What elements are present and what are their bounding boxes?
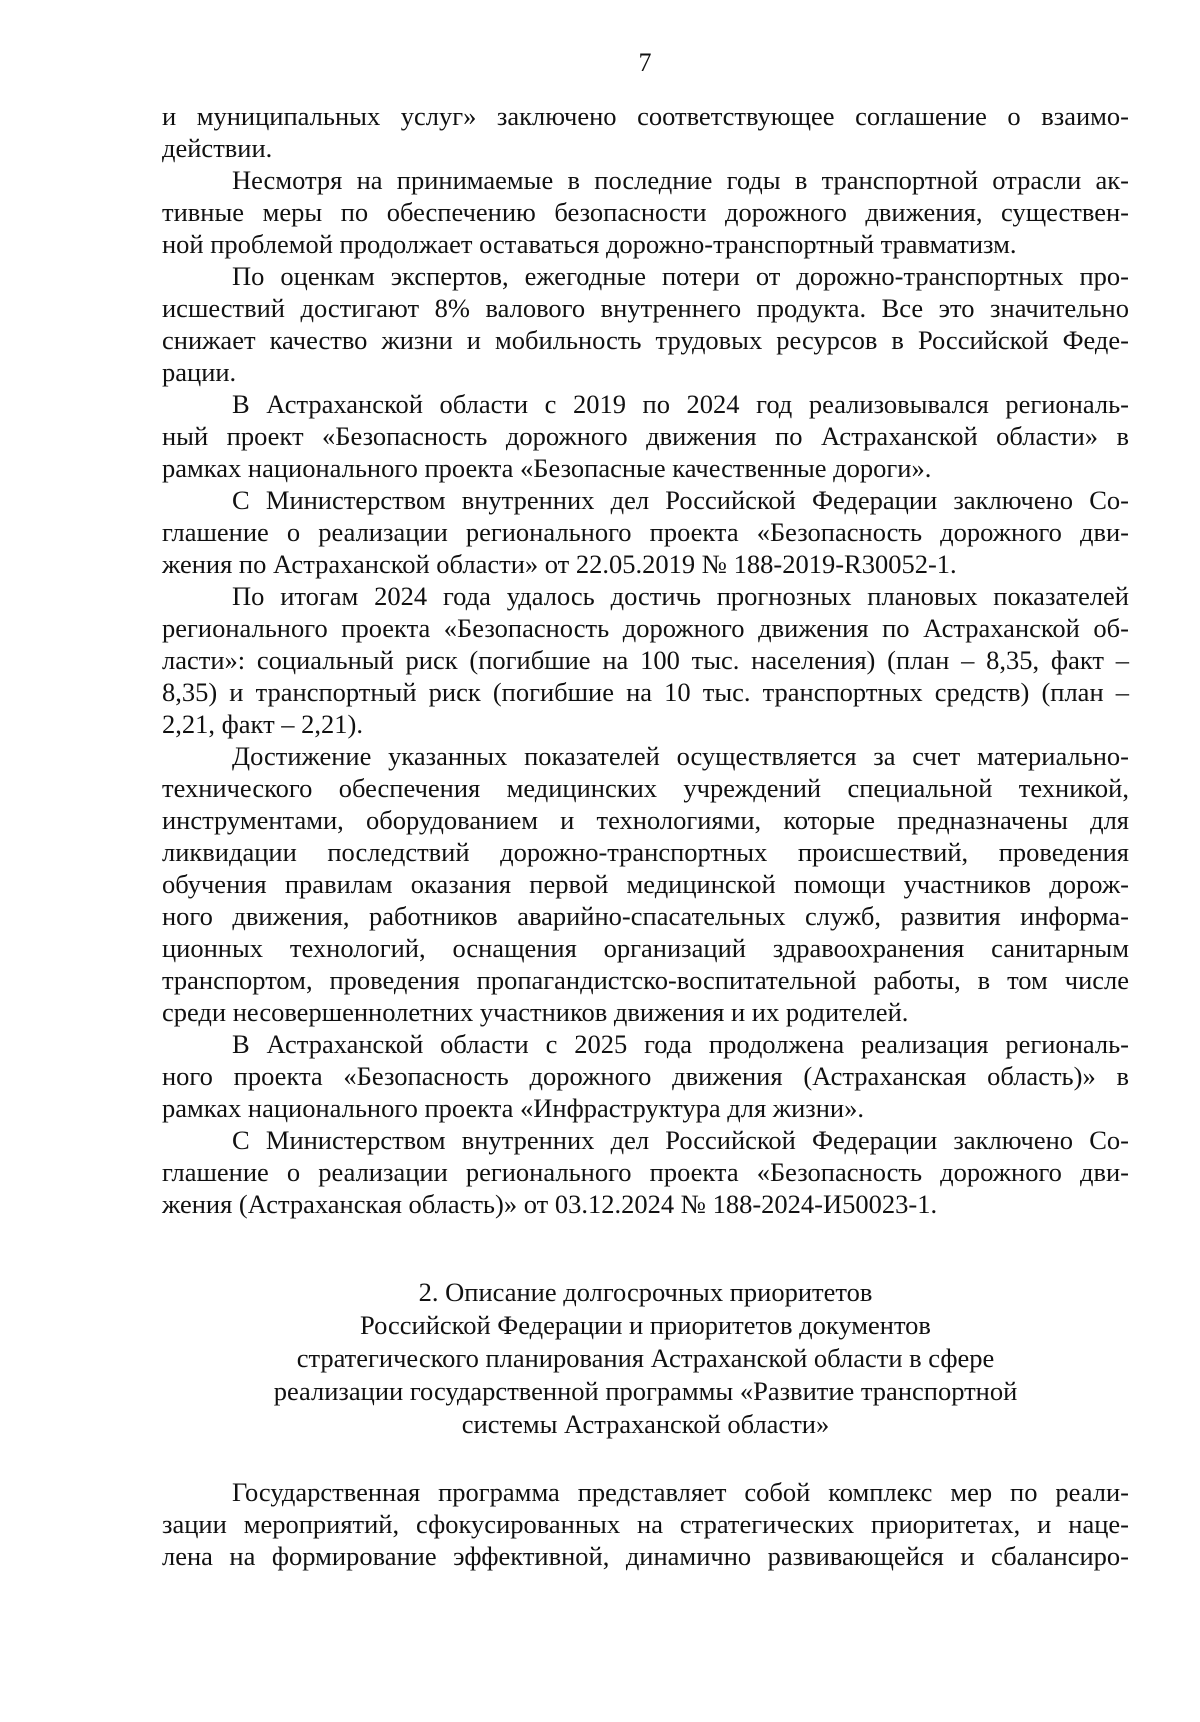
heading-line: Российской Федерации и приоритетов документов (360, 1310, 931, 1340)
text-line: ционных технологий, оснащения организаций здравоохранения санитарным (162, 933, 1129, 963)
text-line: ный проект «Безопасность дорожного движения по Астраханской области» в (162, 421, 1129, 451)
heading-line: 2. Описание долгосрочных приоритетов (418, 1277, 873, 1307)
text-line: ного движения, работников аварийно-спасательных служб, развития информа- (162, 901, 1129, 931)
text-line: действии. (162, 133, 273, 163)
text-line: исшествий достигают 8% валового внутреннего продукта. Все это значительно (162, 293, 1129, 323)
text-line: жения по Астраханской области» от 22.05.2019 № 188-2019-R30052-1. (162, 549, 957, 579)
text-line: глашение о реализации регионального проекта «Безопасность дорожного дви- (162, 517, 1129, 547)
text-line: Достижение указанных показателей осуществляется за счет материально- (232, 741, 1129, 771)
text-line: обучения правилам оказания первой медицинской помощи участников дорож- (162, 869, 1129, 899)
text-line: С Министерством внутренних дел Российской Федерации заключено Со- (232, 485, 1129, 515)
section-heading (162, 1276, 1129, 1441)
text-line: ласти»: социальный риск (погибшие на 100 тыс. населения) (план – 8,35, факт – (162, 645, 1129, 675)
text-line: инструментами, оборудованием и технологиями, которые предназначены для (162, 805, 1129, 835)
text-line: 8,35) и транспортный риск (погибшие на 10 тыс. транспортных средств) (план – (162, 677, 1129, 707)
text-line: По оценкам экспертов, ежегодные потери от дорожно-транспортных про- (232, 261, 1129, 291)
text-line: В Астраханской области с 2025 года продолжена реализация региональ- (232, 1029, 1129, 1059)
text-line: тивные меры по обеспечению безопасности дорожного движения, существен- (162, 197, 1129, 227)
text-line: глашение о реализации регионального проекта «Безопасность дорожного дви- (162, 1157, 1129, 1187)
heading-line: реализации государственной программы «Развитие транспортной (273, 1376, 1018, 1406)
text-line: В Астраханской области с 2019 по 2024 год реализовывался региональ- (232, 389, 1129, 419)
text-line: жения (Астраханская область)» от 03.12.2024 № 188-2024-И50023-1. (162, 1189, 938, 1219)
text-line: транспортом, проведения пропагандистско-воспитательной работы, в том числе (162, 965, 1129, 995)
heading-line: системы Астраханской области» (461, 1409, 830, 1439)
text-line: среди несовершеннолетних участников движения и их родителей. (162, 997, 909, 1027)
text-line: снижает качество жизни и мобильность трудовых ресурсов в Российской Феде- (162, 325, 1129, 355)
text-line: ного проекта «Безопасность дорожного движения (Астраханская область)» в (162, 1061, 1129, 1091)
heading-line: стратегического планирования Астраханской области в сфере (296, 1343, 995, 1373)
text-line: 2,21, факт – 2,21). (162, 709, 363, 739)
text-line: По итогам 2024 года удалось достичь прогнозных плановых показателей (232, 581, 1129, 611)
text-line: рамках национального проекта «Инфраструктура для жизни». (162, 1093, 864, 1123)
text-line: рамках национального проекта «Безопасные качественные дороги». (162, 453, 932, 483)
text-line: рации. (162, 357, 237, 387)
text-line: Несмотря на принимаемые в последние годы в транспортной отрасли ак- (232, 165, 1129, 195)
text-line: технического обеспечения медицинских учреждений специальной техникой, (162, 773, 1129, 803)
text-line: и муниципальных услуг» заключено соответствующее соглашение о взаимо- (162, 101, 1129, 131)
page-number: 7 (638, 48, 652, 77)
text-line: лена на формирование эффективной, динамично развивающейся и сбалансиро- (162, 1541, 1129, 1571)
text-line: С Министерством внутренних дел Российской Федерации заключено Со- (232, 1125, 1129, 1155)
text-line: ной проблемой продолжает оставаться дорожно-транспортный травматизм. (162, 229, 1017, 259)
text-line: Государственная программа представляет собой комплекс мер по реали- (232, 1477, 1129, 1507)
body-text-bottom (162, 1476, 1129, 1572)
text-line: регионального проекта «Безопасность дорожного движения по Астраханской об- (162, 613, 1129, 643)
body-text-top (162, 100, 1129, 1220)
text-line: зации мероприятий, сфокусированных на стратегических приоритетах, и наце- (162, 1509, 1129, 1539)
text-line: ликвидации последствий дорожно-транспортных происшествий, проведения (162, 837, 1129, 867)
